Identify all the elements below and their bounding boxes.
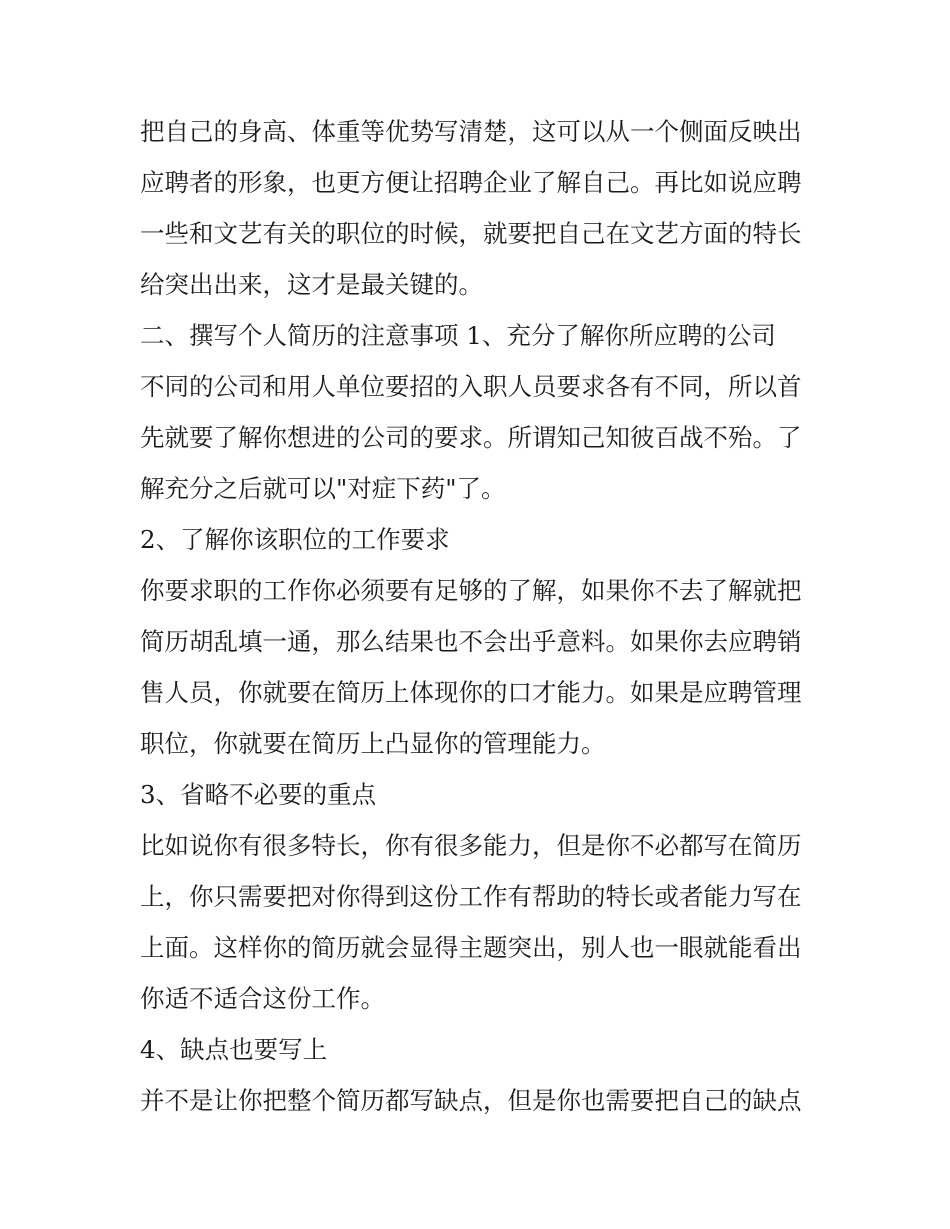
subsection-heading: 4、缺点也要写上 <box>140 1035 328 1064</box>
paragraph-line: 你要求职的工作你必须要有足够的了解，如果你不去了解就把 <box>140 576 802 605</box>
paragraph-line: 解充分之后就可以"对症下药"了。 <box>140 474 506 503</box>
paragraph-line: 上，你只需要把对你得到这份工作有帮助的特长或者能力写在 <box>140 882 802 911</box>
paragraph-line: 一些和文艺有关的职位的时候，就要把自己在文艺方面的特长 <box>140 219 802 248</box>
paragraph-line: 比如说你有很多特长，你有很多能力，但是你不必都写在简历 <box>140 831 802 860</box>
paragraph-line: 先就要了解你想进的公司的要求。所谓知己知彼百战不殆。了 <box>140 423 802 452</box>
subsection-heading: 2、了解你该职位的工作要求 <box>140 525 450 554</box>
paragraph-line: 把自己的身高、体重等优势写清楚，这可以从一个侧面反映出 <box>140 117 802 146</box>
paragraph-line: 应聘者的形象，也更方便让招聘企业了解自己。再比如说应聘 <box>140 168 802 197</box>
paragraph-line: 简历胡乱填一通，那么结果也不会出乎意料。如果你去应聘销 <box>140 627 802 656</box>
paragraph-line: 售人员，你就要在简历上体现你的口才能力。如果是应聘管理 <box>140 678 802 707</box>
paragraph-line: 上面。这样你的简历就会显得主题突出，别人也一眼就能看出 <box>140 933 802 962</box>
paragraph-line: 给突出出来，这才是最关键的。 <box>140 270 483 299</box>
paragraph-line: 你适不适合这份工作。 <box>140 984 385 1013</box>
paragraph-line: 不同的公司和用人单位要招的入职人员要求各有不同，所以首 <box>140 372 802 401</box>
section-heading: 二、撰写个人简历的注意事项 1、充分了解你所应聘的公司 <box>140 321 776 350</box>
document-body <box>140 106 820 1126</box>
paragraph-line: 并不是让你把整个简历都写缺点，但是你也需要把自己的缺点 <box>140 1086 802 1115</box>
paragraph-line: 职位，你就要在简历上凸显你的管理能力。 <box>140 729 606 758</box>
subsection-heading: 3、省略不必要的重点 <box>140 780 377 809</box>
